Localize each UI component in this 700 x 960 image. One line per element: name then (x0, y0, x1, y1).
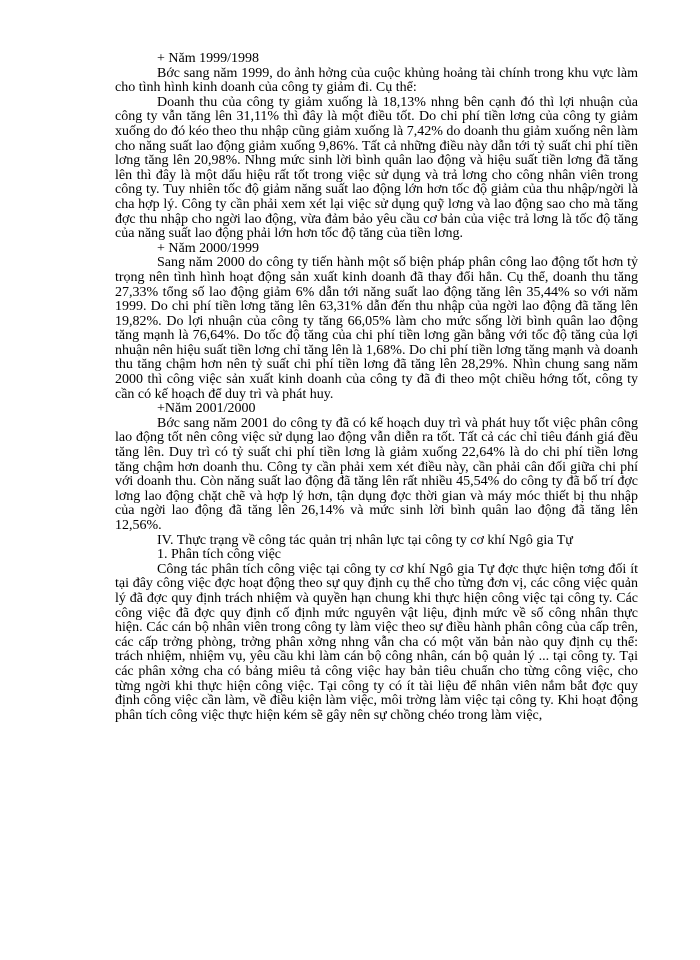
paragraph-1999-intro: Bớc sang năm 1999, do ảnh hởng của cuộc khủng hoảng tài chính trong khu vực làm cho tình hình kinh doanh của công ty giảm đi. Cụ thể: (115, 65, 638, 96)
section-heading-iv: IV. Thực trạng về công tác quản trị nhân lực tại công ty cơ khí Ngô gia Tự (157, 532, 573, 548)
paragraph-1999-detail: Doanh thu của công ty giảm xuống là 18,13% nhng bên cạnh đó thì lợi nhuận của công ty vẫn tăng lên 31,11% thì đây là một điều tốt. Do chi phí tiền lơng của công ty giảm xuống do đó kéo theo thu nhập cũng giảm xuống là 7,42% do doanh thu giảm xuống nên làm cho năng suất lao động giảm xuống 9,86%. Tất cả những điều này dẫn tới tỷ suất chi phí tiền lơng tăng lên 20,98%. Nhng mức sinh lời bình quân lao động và hiệu suất tiền lơng đã tăng lên thì đây là một dấu hiệu rất tốt trong việc sử dụng và trả lơng cho công nhân viên trong công ty. Tuy nhiên tốc độ giảm năng suất lao động lớn hơn tốc độ giảm của thu nhập/ngời là cha hợp lý. Công ty cần phải xem xét lại việc sử dụng quỹ lơng và lao động sao cho mà tăng đợc thu nhập cho ngời lao động, vừa đảm bảo yêu cầu cơ bản của việc trả lơng là tốc độ tăng của năng suất lao động phải lớn hơn tốc độ tăng của tiền lơng. (115, 94, 638, 242)
paragraph-job-analysis: Công tác phân tích công việc tại công ty cơ khí Ngô gia Tự đợc thực hiện tơng đối ít tại đây công việc đợc hoạt động theo sự quy định cụ thể cho từng đơn vị, các công việc quản lý đã đợc quy định trách nhiệm và quyền hạn chung khi thực hiện công việc tại công ty. Các công việc đã đợc quy định cố định mức nguyên vật liệu, định mức về số công nhân thực hiện. Các cán bộ nhân viên trong công ty làm việc theo sự điều hành phân công của cấp trên, các cấp trởng phòng, trởng phân xởng nhng vẫn cha có một văn bản nào quy định cụ thể: trách nhiệm, nhiệm vụ, yêu cầu khi làm cán bộ công nhân, cán bộ quản lý ... tại công ty. Tại các phân xởng cha có bảng miêu tả công việc hay bản tiêu chuẩn cho từng công việc, cho từng ngời khi thực hiện công việc. Tại công ty có ít tài liệu để nhân viên nắm bắt đợc quy định công việc cần làm, về điều kiện làm việc, môi trờng làm việc tại công ty. Khi hoạt động phân tích công việc thực hiện kém sẽ gây nên sự chồng chéo trong làm việc, (115, 561, 638, 723)
paragraph-2001: Bớc sang năm 2001 do công ty đã có kế hoạch duy trì và phát huy tốt việc phân công lao động tốt nên công việc sử dụng lao động vẫn diễn ra tốt. Tất cả các chỉ tiêu đánh giá đều tăng lên. Duy trì có tỷ suất chi phí tiền lơng là giảm xuống 22,64% là do chi phí tiền lơng tăng chậm hơn doanh thu. Công ty cần phải xem xét điều này, cần phải cân đối giữa chi phí với doanh thu. Còn năng suất lao động đã tăng lên rất nhiều 45,54% do công ty đã bố trí đợc lơng lao động chặt chẽ và hợp lý hơn, tận dụng đợc thời gian và máy móc thiết bị thu nhập của ngời lao động đã tăng lên 26,14% và mức sinh lời bình quân lao động đã tăng lên 12,56%. (115, 415, 638, 533)
heading-year-1999: + Năm 1999/1998 (157, 51, 259, 66)
heading-year-2000: + Năm 2000/1999 (157, 240, 259, 256)
subsection-heading-1: 1. Phân tích công việc (157, 547, 282, 563)
heading-year-2001: +Năm 2001/2000 (157, 401, 256, 417)
document-page (115, 52, 638, 723)
paragraph-2000: Sang năm 2000 do công ty tiến hành một số biện pháp phân công lao động tốt hơn tỷ trọng nên tình hình hoạt động sản xuất kinh doanh đã thay đổi hẳn. Cụ thể, doanh thu tăng 27,33% tổng số lao động giảm 6% dẫn tới năng suất lao động tăng lên 35,44% so với năm 1999. Do chi phí tiền lơng tăng lên 63,31% dẫn đến thu nhập của ngời lao động đã tăng lên 19,82%. Do lợi nhuận của công ty tăng 66,05% làm cho mức sống lời bình quân lao động tăng mạnh là 76,64%. Do tốc độ tăng của chi phí tiền lơng gần bằng với tốc độ tăng của lợi nhuận nên hiệu suất tiền lơng chỉ tăng lên là 1,68%. Do chi phí tiền lơng tăng mạnh và doanh thu tăng chậm hơn nên tỷ suất chi phí tiền lơng đã tăng lên 28,29%. Nhìn chung sang năm 2000 thì công việc sản xuất kinh doanh của công ty đã đi theo một chiều hớng tốt, công ty cần có kế hoạch để duy trì và phát huy. (115, 255, 638, 402)
